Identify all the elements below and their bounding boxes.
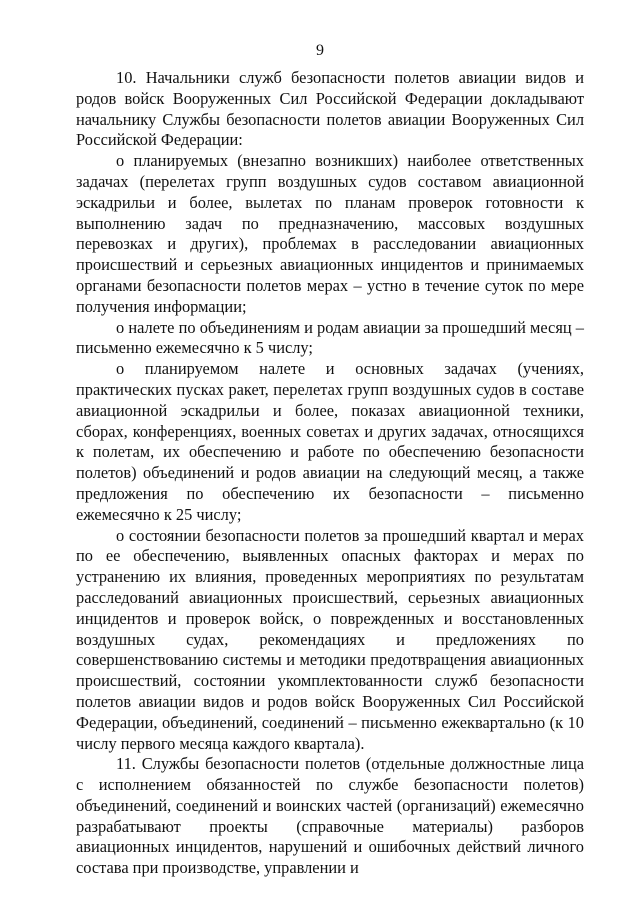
paragraph-planned-flight-hours: о планируемом налете и основных задачах (учениях, практических пусках ракет, перелетах групп воздушных судов в составе авиационной эскадрильи и более, показах авиационной техники, сборах, конференциях, военных советах и других задачах, относящихся к полетам, их обеспечению и работе по обеспечению безопасности полетов) объединений и родов авиации на следующий месяц, а также предложения по обеспечению их безопасности – письменно ежемесячно к 25 числу; (76, 359, 584, 524)
paragraph-quarterly-safety-report: о состоянии безопасности полетов за прошедший квартал и мерах по ее обеспечению, выявленных опасных факторах и мерах по устранению их влияния, проведенных мероприятиях по результатам расследований авиационных происшествий, серьезных авиационных инцидентов и проверок войск, о поврежденных и восстановленных воздушных судах, рекомендациях и предложениях по совершенствованию системы и методики предотвращения авиационных происшествий, состоянии укомплектованности служб безопасности полетов авиации видов и родов войск Вооруженных Сил Российской Федерации, объединений, соединений – письменно ежеквартально (к 10 числу первого месяца каждого квартала). (76, 525, 584, 753)
document-body (76, 68, 584, 879)
paragraph-monthly-flight-hours: о налете по объединениям и родам авиации за прошедший месяц – письменно ежемесячно к 5 числу; (76, 317, 584, 358)
paragraph-planned-tasks: о планируемых (внезапно возникших) наиболее ответственных задачах (перелетах групп воздушных судов составом авиационной эскадрильи и более, вылетах по планам проверок готовности к выполнению задач по предназначению, массовых воздушных перевозках и других), проблемах в расследовании авиационных происшествий и серьезных авиационных инцидентов и принимаемых органами безопасности полетов мерах – устно в течение суток по мере получения информации; (76, 151, 584, 316)
paragraph-item-11: 11. Службы безопасности полетов (отдельные должностные лица с исполнением обязанностей по службе безопасности полетов) объединений, соединений и воинских частей (организаций) ежемесячно разрабатывают проекты (справочные материалы) разборов авиационных инцидентов, нарушений и ошибочных действий личного состава при производстве, управлении и (76, 754, 584, 878)
paragraph-item-10: 10. Начальники служб безопасности полетов авиации видов и родов войск Вооруженных Сил Российской Федерации докладывают начальнику Службы безопасности полетов авиации Вооруженных Сил Российской Федерации: (76, 68, 584, 150)
page-number: 9 (316, 42, 324, 59)
